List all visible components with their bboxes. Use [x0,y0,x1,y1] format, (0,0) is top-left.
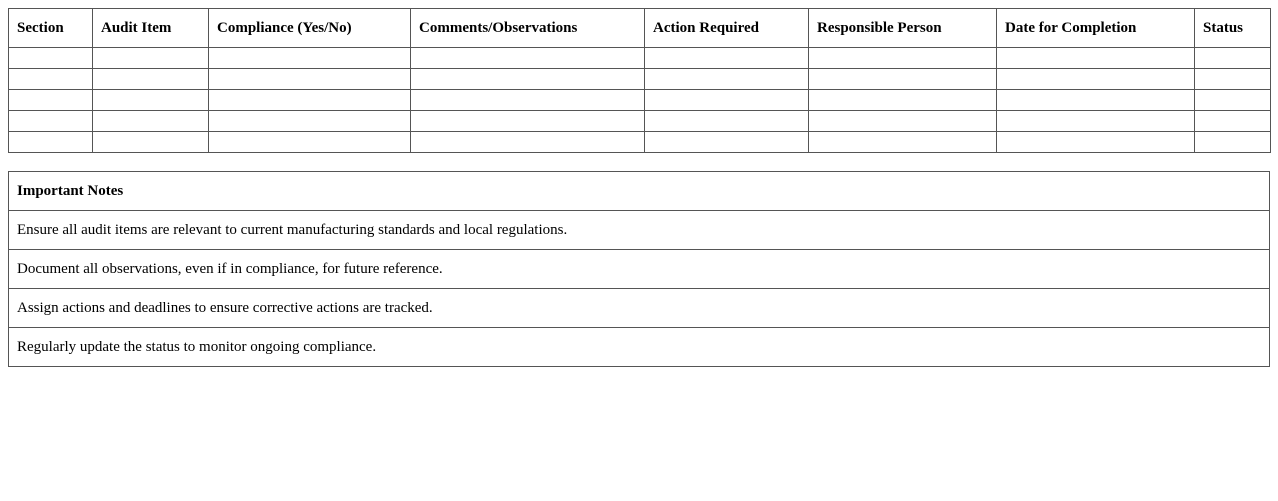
table-cell[interactable] [645,132,809,153]
table-cell[interactable] [93,111,209,132]
header-status: Status [1195,9,1271,48]
table-cell[interactable] [93,132,209,153]
note-item: Regularly update the status to monitor ongoing compliance. [9,328,1270,367]
table-cell[interactable] [1195,90,1271,111]
header-action-required: Action Required [645,9,809,48]
notes-header-row [9,172,1270,211]
note-row [9,250,1270,289]
notes-title: Important Notes [9,172,1270,211]
table-cell[interactable] [645,111,809,132]
table-cell[interactable] [209,48,411,69]
table-cell[interactable] [9,132,93,153]
table-cell[interactable] [997,69,1195,90]
table-cell[interactable] [411,69,645,90]
table-row [9,111,1271,132]
table-cell[interactable] [1195,69,1271,90]
table-cell[interactable] [9,111,93,132]
table-cell[interactable] [9,69,93,90]
important-notes-table [8,171,1270,367]
table-cell[interactable] [411,132,645,153]
table-cell[interactable] [209,90,411,111]
header-responsible-person: Responsible Person [809,9,997,48]
table-cell[interactable] [809,90,997,111]
table-cell[interactable] [997,132,1195,153]
table-cell[interactable] [9,90,93,111]
table-cell[interactable] [997,90,1195,111]
table-cell[interactable] [809,111,997,132]
note-item: Assign actions and deadlines to ensure corrective actions are tracked. [9,289,1270,328]
table-cell[interactable] [645,90,809,111]
note-row [9,328,1270,367]
table-row [9,69,1271,90]
table-cell[interactable] [209,132,411,153]
document-body [8,8,1270,367]
table-cell[interactable] [411,90,645,111]
table-cell[interactable] [93,69,209,90]
table-cell[interactable] [809,132,997,153]
header-date-for-completion: Date for Completion [997,9,1195,48]
table-cell[interactable] [209,111,411,132]
table-row [9,48,1271,69]
table-cell[interactable] [997,111,1195,132]
table-row [9,90,1271,111]
note-item: Document all observations, even if in compliance, for future reference. [9,250,1270,289]
note-item: Ensure all audit items are relevant to current manufacturing standards and local regulations. [9,211,1270,250]
table-cell[interactable] [809,48,997,69]
table-cell[interactable] [645,48,809,69]
table-row [9,132,1271,153]
table-cell[interactable] [411,111,645,132]
note-row [9,211,1270,250]
table-cell[interactable] [997,48,1195,69]
audit-table [8,8,1271,153]
table-cell[interactable] [209,69,411,90]
header-section: Section [9,9,93,48]
table-cell[interactable] [645,69,809,90]
table-cell[interactable] [93,90,209,111]
note-row [9,289,1270,328]
table-cell[interactable] [9,48,93,69]
header-comments: Comments/Observations [411,9,645,48]
table-cell[interactable] [809,69,997,90]
header-audit-item: Audit Item [93,9,209,48]
header-compliance: Compliance (Yes/No) [209,9,411,48]
table-cell[interactable] [1195,111,1271,132]
table-cell[interactable] [1195,132,1271,153]
table-cell[interactable] [93,48,209,69]
table-cell[interactable] [411,48,645,69]
audit-header-row [9,9,1271,48]
table-cell[interactable] [1195,48,1271,69]
